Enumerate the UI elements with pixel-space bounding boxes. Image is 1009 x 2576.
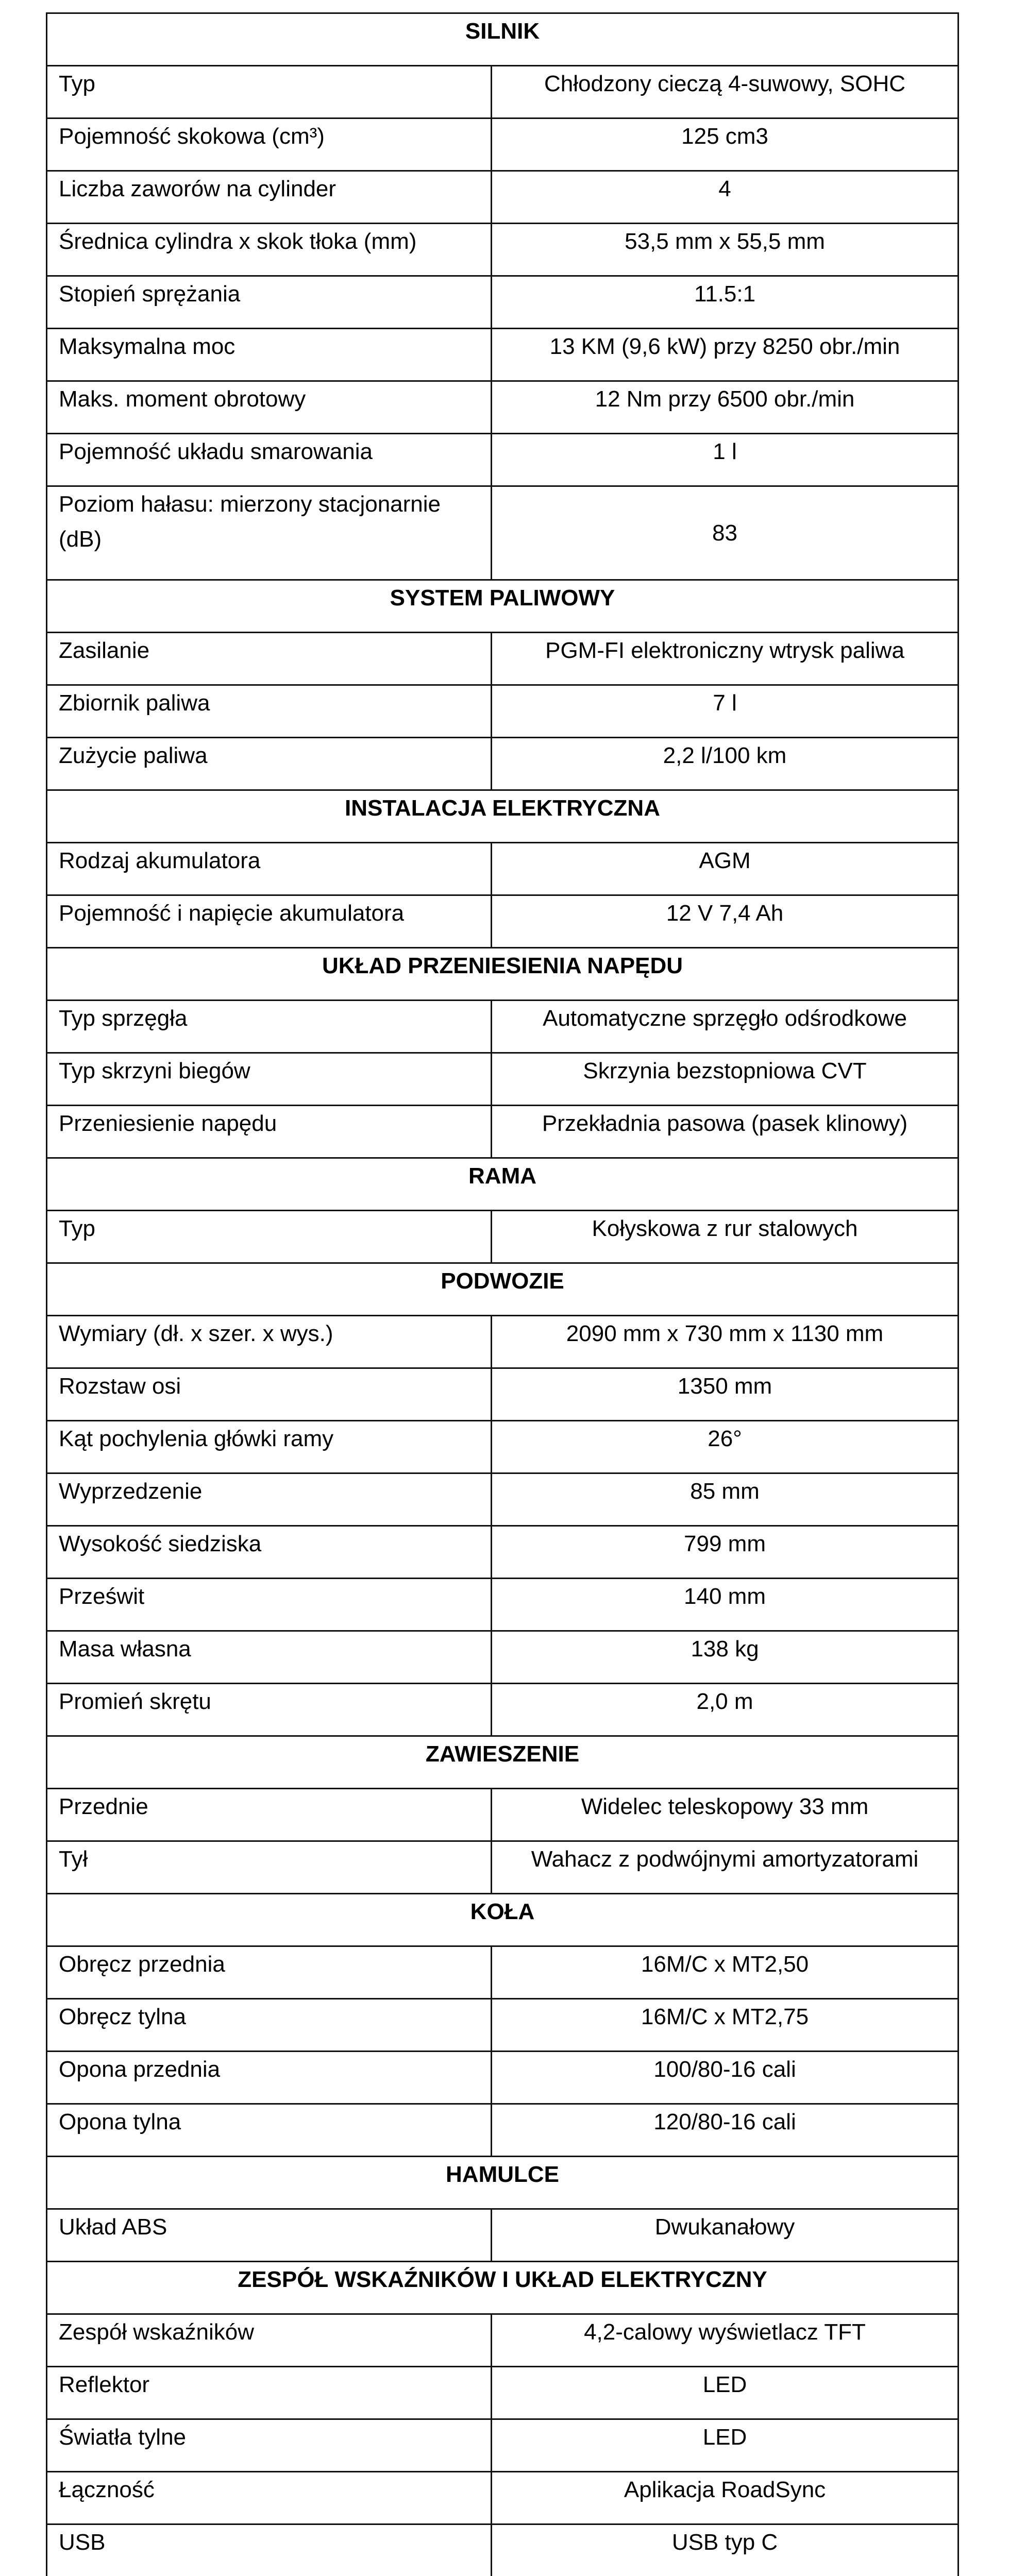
section-title: ZESPÓŁ WSKAŹNIKÓW I UKŁAD ELEKTRYCZNY — [47, 2262, 958, 2314]
spec-row — [47, 2419, 958, 2472]
spec-value: AGM — [492, 843, 958, 895]
spec-label: Rozstaw osi — [47, 1368, 492, 1421]
spec-row — [47, 1946, 958, 1999]
spec-label: Obręcz przednia — [47, 1946, 492, 1999]
spec-value: 11.5:1 — [492, 276, 958, 329]
spec-row — [47, 1421, 958, 1473]
spec-value: LED — [492, 2419, 958, 2472]
spec-value: Przekładnia pasowa (pasek klinowy) — [492, 1106, 958, 1158]
spec-value: 1350 mm — [492, 1368, 958, 1421]
spec-label: Maks. moment obrotowy — [47, 381, 492, 434]
spec-label: Średnica cylindra x skok tłoka (mm) — [47, 224, 492, 276]
spec-value: LED — [492, 2367, 958, 2419]
spec-row — [47, 1473, 958, 1526]
spec-row — [47, 1368, 958, 1421]
spec-value: 13 KM (9,6 kW) przy 8250 obr./min — [492, 329, 958, 381]
spec-label: Przeniesienie napędu — [47, 1106, 492, 1158]
spec-label: Masa własna — [47, 1631, 492, 1684]
section-title: INSTALACJA ELEKTRYCZNA — [47, 790, 958, 843]
spec-label: Wyprzedzenie — [47, 1473, 492, 1526]
spec-value: 12 V 7,4 Ah — [492, 895, 958, 948]
spec-value: 140 mm — [492, 1579, 958, 1631]
spec-row — [47, 1999, 958, 2052]
section-header-row — [47, 1158, 958, 1211]
spec-row — [47, 2104, 958, 2157]
spec-label: Pojemność i napięcie akumulatora — [47, 895, 492, 948]
spec-label: Wysokość siedziska — [47, 1526, 492, 1579]
spec-value: Automatyczne sprzęgło odśrodkowe — [492, 1001, 958, 1053]
spec-value: 26° — [492, 1421, 958, 1473]
spec-row — [47, 2524, 958, 2576]
spec-row — [47, 329, 958, 381]
spec-label: Poziom hałasu: mierzony stacjonarnie (dB) — [47, 486, 492, 580]
spec-value: PGM-FI elektroniczny wtrysk paliwa — [492, 633, 958, 685]
spec-row — [47, 1684, 958, 1736]
spec-value: 1 l — [492, 434, 958, 486]
spec-label: Obręcz tylna — [47, 1999, 492, 2052]
spec-row — [47, 895, 958, 948]
spec-label: Wymiary (dł. x szer. x wys.) — [47, 1316, 492, 1368]
spec-label: USB — [47, 2524, 492, 2576]
spec-label: Łączność — [47, 2472, 492, 2524]
spec-value: 100/80-16 cali — [492, 2052, 958, 2104]
section-title: ZAWIESZENIE — [47, 1736, 958, 1789]
section-title: SILNIK — [47, 13, 958, 66]
spec-row — [47, 434, 958, 486]
spec-value: Aplikacja RoadSync — [492, 2472, 958, 2524]
spec-value: 120/80-16 cali — [492, 2104, 958, 2157]
section-title: HAMULCE — [47, 2157, 958, 2209]
spec-label: Zużycie paliwa — [47, 738, 492, 790]
section-title: SYSTEM PALIWOWY — [47, 580, 958, 633]
spec-value: Chłodzony cieczą 4-suwowy, SOHC — [492, 66, 958, 118]
spec-value: 4 — [492, 171, 958, 224]
section-header-row — [47, 1263, 958, 1316]
spec-row — [47, 1526, 958, 1579]
spec-label: Typ — [47, 66, 492, 118]
spec-row — [47, 685, 958, 738]
spec-value: Dwukanałowy — [492, 2209, 958, 2262]
spec-row — [47, 1053, 958, 1106]
spec-value: 85 mm — [492, 1473, 958, 1526]
spec-label: Opona przednia — [47, 2052, 492, 2104]
spec-row — [47, 843, 958, 895]
spec-row — [47, 486, 958, 580]
spec-row — [47, 2367, 958, 2419]
spec-row — [47, 2209, 958, 2262]
spec-value: Widelec teleskopowy 33 mm — [492, 1789, 958, 1841]
spec-value: 4,2-calowy wyświetlacz TFT — [492, 2314, 958, 2367]
section-title: RAMA — [47, 1158, 958, 1211]
section-header-row — [47, 2157, 958, 2209]
spec-label: Stopień sprężania — [47, 276, 492, 329]
spec-value: USB typ C — [492, 2524, 958, 2576]
spec-row — [47, 1001, 958, 1053]
spec-row — [47, 738, 958, 790]
spec-label: Kąt pochylenia główki ramy — [47, 1421, 492, 1473]
spec-label: Układ ABS — [47, 2209, 492, 2262]
spec-label: Opona tylna — [47, 2104, 492, 2157]
section-header-row — [47, 948, 958, 1001]
spec-row — [47, 1211, 958, 1263]
spec-label: Prześwit — [47, 1579, 492, 1631]
section-header-row — [47, 790, 958, 843]
spec-table — [46, 12, 959, 2576]
section-header-row — [47, 580, 958, 633]
spec-label: Reflektor — [47, 2367, 492, 2419]
spec-label: Typ skrzyni biegów — [47, 1053, 492, 1106]
spec-value: 2,0 m — [492, 1684, 958, 1736]
section-title: UKŁAD PRZENIESIENIA NAPĘDU — [47, 948, 958, 1001]
spec-value: 16M/C x MT2,75 — [492, 1999, 958, 2052]
spec-row — [47, 276, 958, 329]
spec-row — [47, 1106, 958, 1158]
spec-row — [47, 1579, 958, 1631]
spec-row — [47, 2472, 958, 2524]
spec-table-body — [47, 13, 958, 2576]
section-header-row — [47, 1894, 958, 1946]
spec-label: Tył — [47, 1841, 492, 1894]
spec-value: 125 cm3 — [492, 118, 958, 171]
spec-value: 138 kg — [492, 1631, 958, 1684]
spec-value: 83 — [492, 486, 958, 580]
spec-label: Przednie — [47, 1789, 492, 1841]
spec-value: 2090 mm x 730 mm x 1130 mm — [492, 1316, 958, 1368]
spec-label: Światła tylne — [47, 2419, 492, 2472]
spec-row — [47, 633, 958, 685]
section-title: KOŁA — [47, 1894, 958, 1946]
spec-row — [47, 1316, 958, 1368]
spec-value: Kołyskowa z rur stalowych — [492, 1211, 958, 1263]
spec-row — [47, 66, 958, 118]
spec-value: 16M/C x MT2,50 — [492, 1946, 958, 1999]
spec-value: Skrzynia bezstopniowa CVT — [492, 1053, 958, 1106]
spec-label: Maksymalna moc — [47, 329, 492, 381]
spec-label: Zespół wskaźników — [47, 2314, 492, 2367]
spec-row — [47, 224, 958, 276]
spec-label: Promień skrętu — [47, 1684, 492, 1736]
spec-value: 7 l — [492, 685, 958, 738]
spec-label: Pojemność układu smarowania — [47, 434, 492, 486]
spec-label: Zasilanie — [47, 633, 492, 685]
section-header-row — [47, 13, 958, 66]
spec-row — [47, 2052, 958, 2104]
spec-value: Wahacz z podwójnymi amortyzatorami — [492, 1841, 958, 1894]
spec-label: Typ sprzęgła — [47, 1001, 492, 1053]
spec-value: 2,2 l/100 km — [492, 738, 958, 790]
spec-label: Rodzaj akumulatora — [47, 843, 492, 895]
spec-row — [47, 1789, 958, 1841]
spec-row — [47, 171, 958, 224]
section-title: PODWOZIE — [47, 1263, 958, 1316]
section-header-row — [47, 2262, 958, 2314]
spec-label: Liczba zaworów na cylinder — [47, 171, 492, 224]
spec-value: 53,5 mm x 55,5 mm — [492, 224, 958, 276]
spec-label: Pojemność skokowa (cm³) — [47, 118, 492, 171]
spec-row — [47, 2314, 958, 2367]
section-header-row — [47, 1736, 958, 1789]
spec-value: 799 mm — [492, 1526, 958, 1579]
spec-row — [47, 118, 958, 171]
spec-label: Typ — [47, 1211, 492, 1263]
spec-row — [47, 1631, 958, 1684]
spec-label: Zbiornik paliwa — [47, 685, 492, 738]
spec-row — [47, 381, 958, 434]
spec-row — [47, 1841, 958, 1894]
spec-value: 12 Nm przy 6500 obr./min — [492, 381, 958, 434]
